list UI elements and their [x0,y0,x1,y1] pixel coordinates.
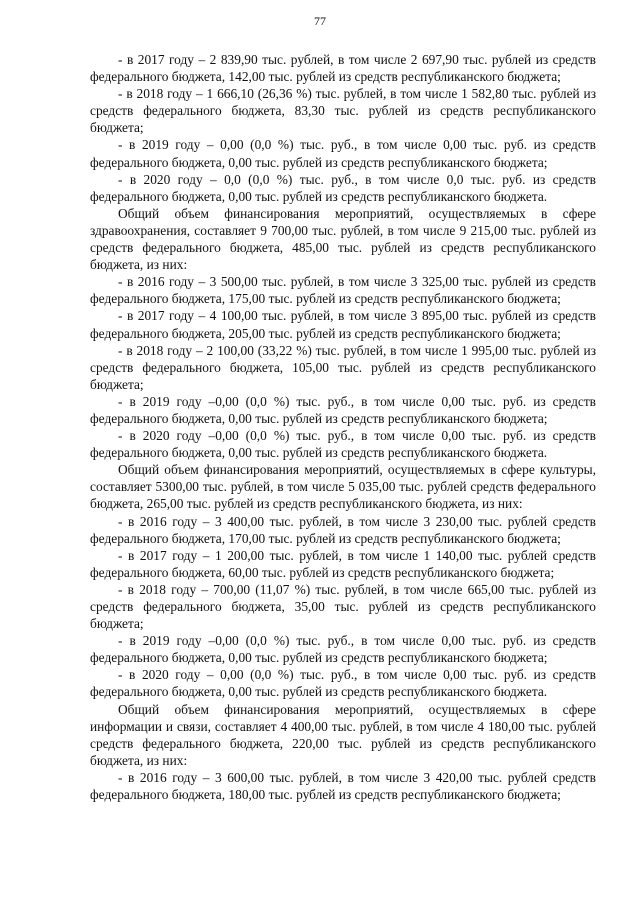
paragraph: - в 2018 году – 1 666,10 (26,36 %) тыс. рублей, в том числе 1 582,80 тыс. рублей из средств федерального бюджета, 83,30 тыс. рублей из средств республиканского бюджета; [90,86,596,136]
paragraph: - в 2018 году – 700,00 (11,07 %) тыс. рублей, в том числе 665,00 тыс. рублей из средств федерального бюджета, 35,00 тыс. рублей из средств республиканского бюджета; [90,581,596,632]
paragraph: - в 2017 году – 1 200,00 тыс. рублей, в том числе 1 140,00 тыс. рублей средств федерального бюджета, 60,00 тыс. рублей из средств республиканского бюджета; [90,547,596,580]
paragraph: - в 2016 году – 3 600,00 тыс. рублей, в том числе 3 420,00 тыс. рублей средств федерального бюджета, 180,00 тыс. рублей из средств республиканского бюджета; [90,769,596,803]
paragraph: - в 2019 году –0,00 (0,0 %) тыс. руб., в том числе 0,00 тыс. руб. из средств федерального бюджета, 0,00 тыс. рублей из средств республиканского бюджета; [90,393,596,426]
document-body [90,51,596,803]
paragraph: Общий объем финансирования мероприятий, осуществляемых в сфере информации и связи, составляет 4 400,00 тыс. рублей, в том числе 4 180,00 тыс. рублей средств федерального бюджета, 220,00 тыс. рублей из средств республиканского бюджета, из них: [90,701,596,768]
paragraph: - в 2016 году – 3 500,00 тыс. рублей, в том числе 3 325,00 тыс. рублей из средств федерального бюджета, 175,00 тыс. рублей из средств республиканского бюджета; [90,274,596,307]
paragraph: Общий объем финансирования мероприятий, осуществляемых в сфере здравоохранения, составляет 9 700,00 тыс. рублей, в том числе 9 215,00 тыс. рублей из средств федерального бюджета, 485,00 тыс. рублей из средств республиканского бюджета, из них: [90,205,596,273]
paragraph: - в 2018 году – 2 100,00 (33,22 %) тыс. рублей, в том числе 1 995,00 тыс. рублей из средств федерального бюджета, 105,00 тыс. рублей из средств республиканского бюджета; [90,342,596,392]
paragraph: - в 2020 году –0,00 (0,0 %) тыс. руб., в том числе 0,00 тыс. руб. из средств федерального бюджета, 0,00 тыс. рублей из средств республиканского бюджета. [90,428,596,461]
paragraph: - в 2020 году – 0,00 (0,0 %) тыс. руб., в том числе 0,00 тыс. руб. из средств федерального бюджета, 0,00 тыс. рублей из средств республиканского бюджета. [90,667,596,700]
paragraph: - в 2019 году – 0,00 (0,0 %) тыс. руб., в том числе 0,00 тыс. руб. из средств федерального бюджета, 0,00 тыс. рублей из средств республиканского бюджета; [90,137,596,170]
paragraph: Общий объем финансирования мероприятий, осуществляемых в сфере культуры, составляет 5300,00 тыс. рублей, в том числе 5 035,00 тыс. рублей средств федерального бюджета, 265,00 тыс. рублей из средств республиканского бюджета, из них: [90,462,596,512]
paragraph: - в 2017 году – 4 100,00 тыс. рублей, в том числе 3 895,00 тыс. рублей из средств федерального бюджета, 205,00 тыс. рублей из средств республиканского бюджета; [90,308,596,341]
paragraph: - в 2019 году –0,00 (0,0 %) тыс. руб., в том числе 0,00 тыс. руб. из средств федерального бюджета, 0,00 тыс. рублей из средств республиканского бюджета; [90,633,596,666]
paragraph: - в 2016 году – 3 400,00 тыс. рублей, в том числе 3 230,00 тыс. рублей средств федерального бюджета, 170,00 тыс. рублей из средств республиканского бюджета; [90,513,596,546]
page-number: 77 [314,14,326,28]
paragraph: - в 2020 году – 0,0 (0,0 %) тыс. руб., в том числе 0,0 тыс. руб. из средств федерального бюджета, 0,00 тыс. рублей из средств республиканского бюджета. [90,171,596,204]
paragraph: - в 2017 году – 2 839,90 тыс. рублей, в том числе 2 697,90 тыс. рублей из средств федерального бюджета, 142,00 тыс. рублей из средств республиканского бюджета; [90,52,596,85]
